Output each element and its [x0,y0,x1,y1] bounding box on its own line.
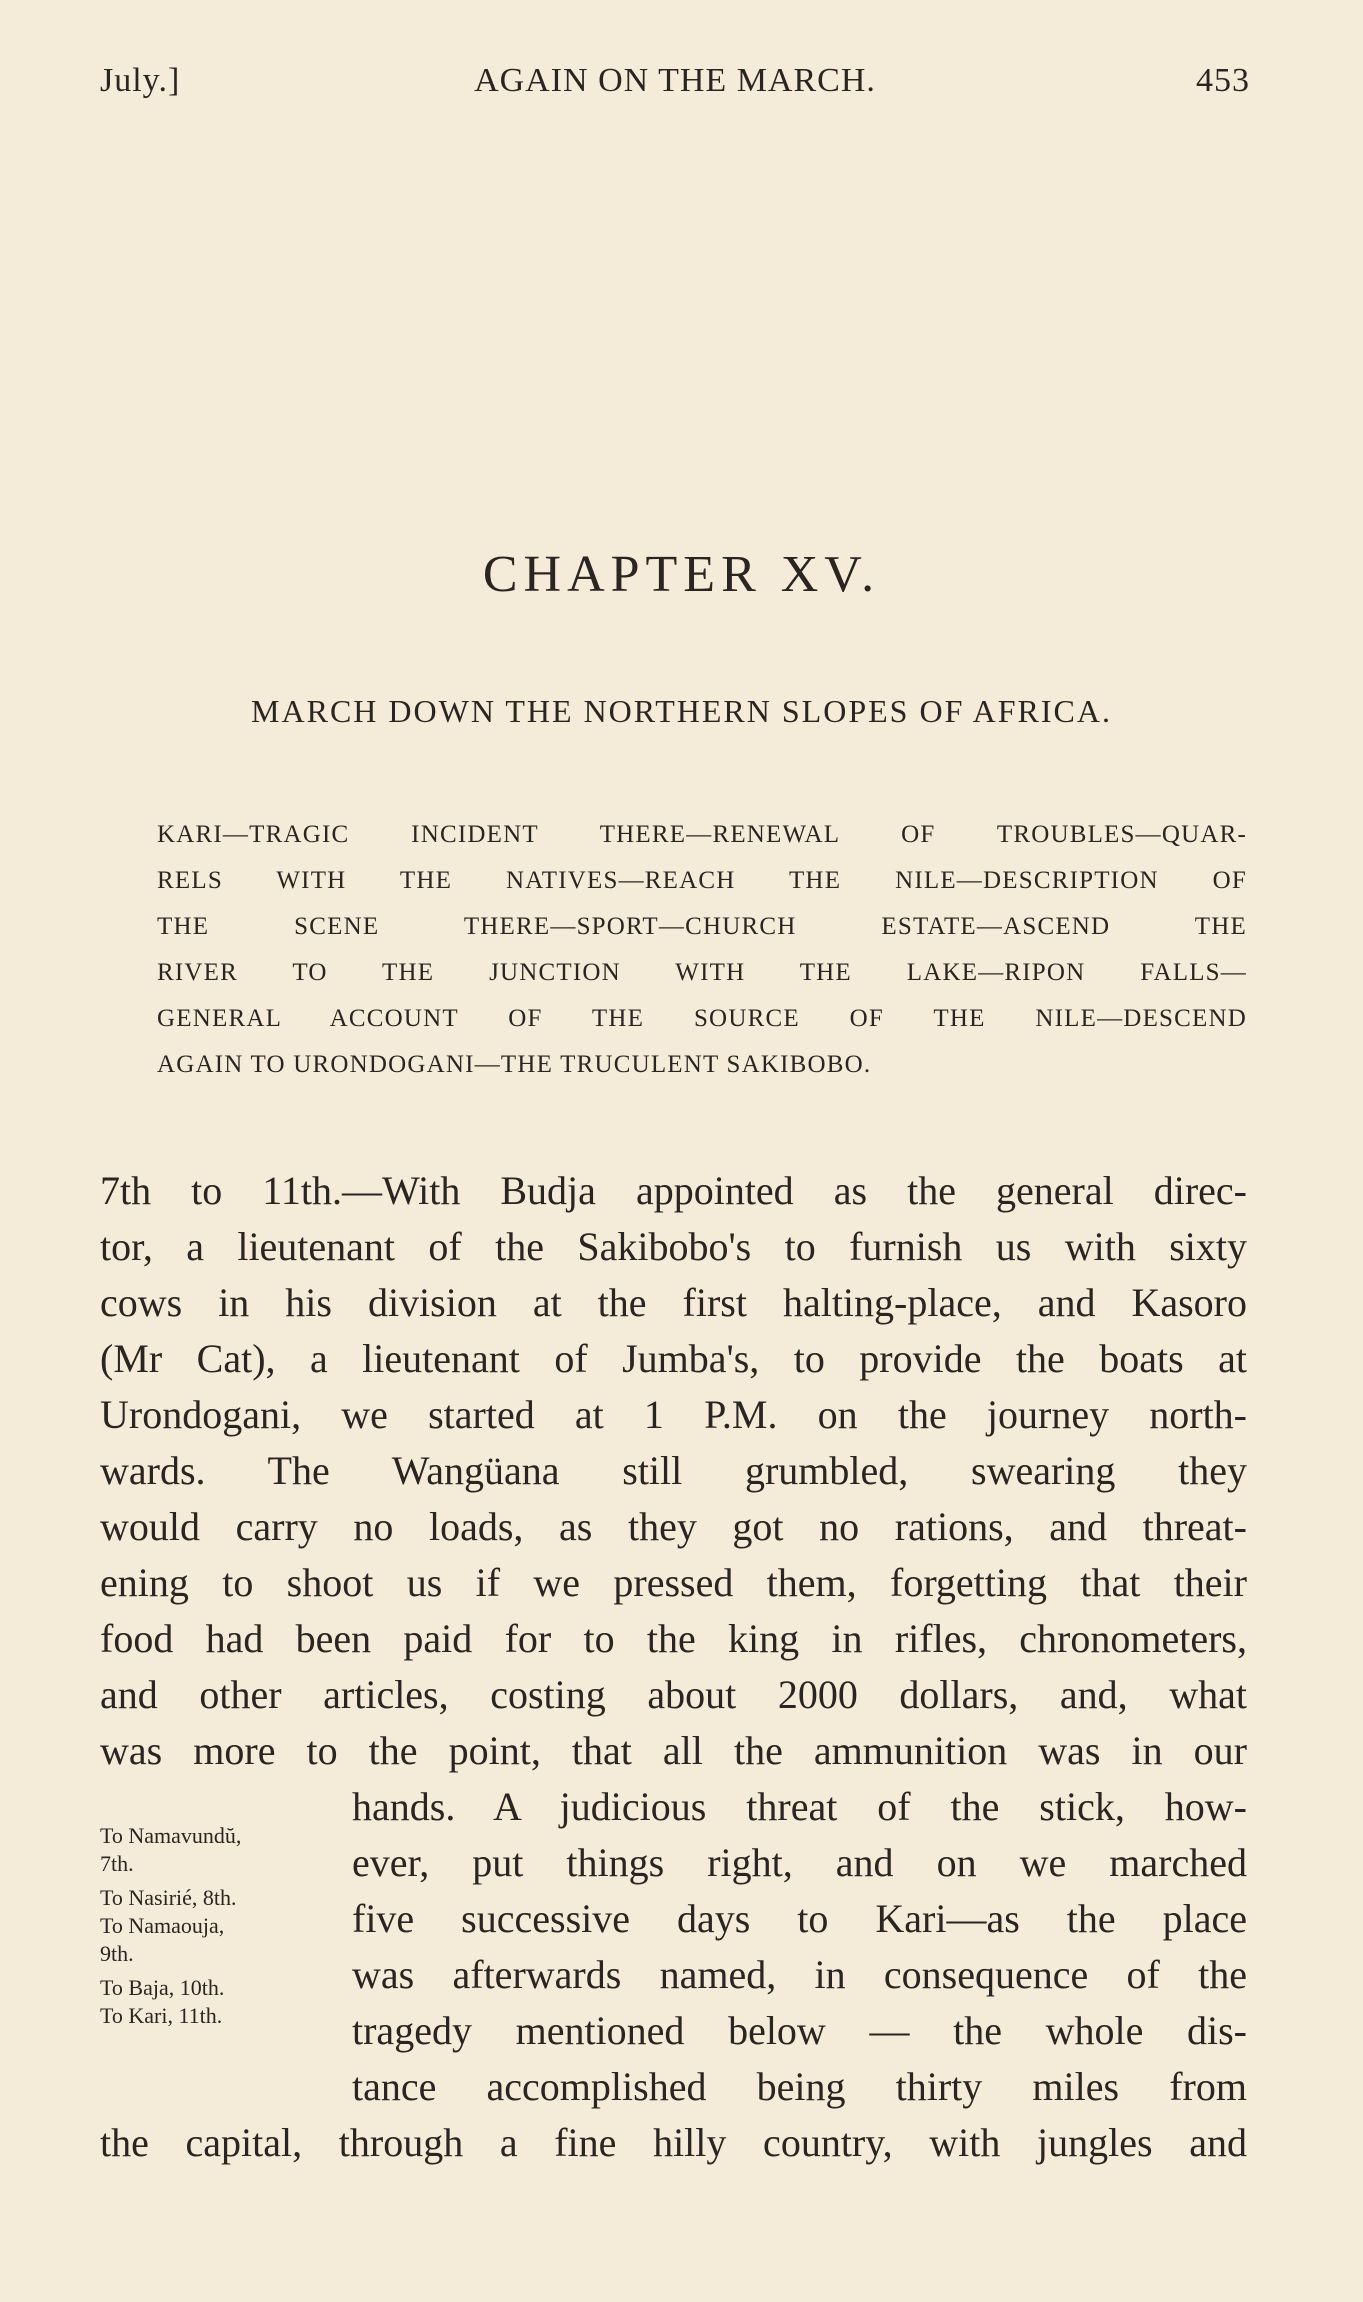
body-line: was afterwards named, in consequence of the [352,1952,1247,1997]
body-line: tance accomplished being thirty miles from [352,2064,1247,2109]
chapter-summary [157,812,1247,1088]
margin-note: To Namavundŭ, [100,1823,242,1848]
margin-note: To Namaouja, [100,1913,225,1938]
margin-notes [100,1822,350,2030]
margin-note: To Baja, 10th. [100,1975,225,2000]
body-line: and other articles, costing about 2000 dollars, and, what [100,1672,1247,1717]
summary-line: RIVER TO THE JUNCTION WITH THE LAKE—RIPON FALLS— [157,959,1247,986]
body-line: the capital, through a fine hilly country, with jungles and [100,2120,1247,2165]
margin-note: 9th. [100,1941,134,1966]
body-line: food had been paid for to the king in rifles, chronometers, [100,1616,1247,1661]
running-head-left: July.] [100,62,181,99]
margin-note: To Kari, 11th. [100,2003,223,2028]
body-line: tor, a lieutenant of the Sakibobo's to furnish us with sixty [100,1224,1247,1269]
chapter-title: CHAPTER XV. [482,546,881,603]
summary-line: AGAIN TO URONDOGANI—THE TRUCULENT SAKIBOBO. [157,1051,872,1078]
body-line: (Mr Cat), a lieutenant of Jumba's, to provide the boats at [100,1336,1247,1381]
body-paragraph-continuation [100,2115,1247,2171]
summary-line: RELS WITH THE NATIVES—REACH THE NILE—DESCRIPTION OF [157,867,1247,894]
body-paragraph [100,1163,1247,1779]
chapter-subtitle: MARCH DOWN THE NORTHERN SLOPES OF AFRICA. [251,693,1112,729]
margin-note: 7th. [100,1851,134,1876]
running-head [100,62,1250,110]
body-line: wards. The Wangüana still grumbled, swearing they [100,1448,1247,1493]
body-line: was more to the point, that all the ammunition was in our [100,1728,1247,1773]
summary-line: KARI—TRAGIC INCIDENT THERE—RENEWAL OF TROUBLES—QUAR- [157,821,1247,848]
running-head-title: AGAIN ON THE MARCH. [474,62,876,99]
body-line: five successive days to Kari—as the place [352,1896,1247,1941]
body-line: hands. A judicious threat of the stick, how- [352,1784,1247,1829]
body-line: would carry no loads, as they got no rations, and threat- [100,1504,1247,1549]
body-line: Urondogani, we started at 1 P.M. on the journey north- [100,1392,1247,1437]
body-line: ever, put things right, and on we marched [352,1840,1247,1885]
margin-note: To Nasirié, 8th. [100,1885,237,1910]
body-paragraph-narrow [352,1779,1247,2115]
body-line: ening to shoot us if we pressed them, forgetting that their [100,1560,1247,1605]
body-line: 7th to 11th.—With Budja appointed as the general direc- [100,1168,1247,1213]
body-line: cows in his division at the first halting-place, and Kasoro [100,1280,1247,1325]
page-number: 453 [1196,62,1250,99]
summary-line: THE SCENE THERE—SPORT—CHURCH ESTATE—ASCEND THE [157,913,1247,940]
summary-line: GENERAL ACCOUNT OF THE SOURCE OF THE NILE—DESCEND [157,1005,1247,1032]
body-line: tragedy mentioned below — the whole dis- [352,2008,1247,2053]
